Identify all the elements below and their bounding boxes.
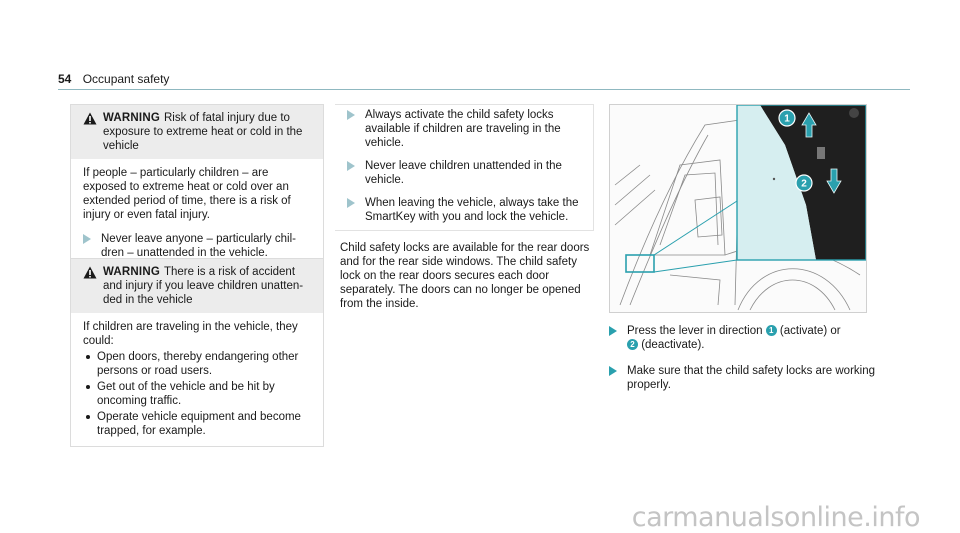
- instruction-text: Never leave children unattended in the vehicle.: [365, 160, 562, 186]
- warning-label: WARNING: [103, 112, 160, 124]
- section-title: Occupant safety: [82, 72, 170, 86]
- step-text-a: Press the lever in direction: [627, 325, 763, 337]
- instruction-item: [347, 196, 593, 224]
- callout-badge-1: 1: [766, 325, 777, 336]
- warning-triangle-icon: [83, 112, 97, 125]
- warning-header: [71, 105, 323, 159]
- warning-intro: If children are traveling in the vehicle, they could:: [83, 321, 298, 347]
- bullet-item: Operate vehicle equipment and become trapped, for example.: [83, 410, 315, 438]
- arrow-right-icon: [347, 161, 355, 171]
- door-lock-illustration: [609, 104, 867, 313]
- warning-text: If people – particularly children – are exposed to extreme heat or cold over an extended period of time, there is a risk of injury or even fatal injury.: [83, 167, 291, 221]
- instruction-item: [347, 108, 593, 150]
- body-paragraph: Child safety locks are available for the rear doors and for the rear side windows. The child safety lock on the rear doors secures each door separately. The doors can no longer be opened from the inside.: [340, 242, 590, 310]
- instruction-text: When leaving the vehicle, always take the SmartKey with you and lock the vehicle.: [365, 197, 579, 223]
- instruction-text: Always activate the child safety locks available if children are traveling in the vehicle.: [365, 109, 561, 149]
- callout-badge-2: 2: [627, 339, 638, 350]
- warning-box-heat: [70, 104, 324, 269]
- page-number: 54: [58, 72, 72, 86]
- instruction-item: [347, 159, 593, 187]
- callout-1: 1: [784, 113, 790, 125]
- arrow-right-icon: [609, 326, 617, 336]
- step-text: Make sure that the child safety locks are working properly.: [627, 365, 876, 391]
- warning-label: WARNING: [103, 266, 160, 278]
- instruction-text: Never leave anyone – particularly chil- dren – unattended in the vehicle.: [101, 233, 296, 259]
- header-rule: [58, 89, 910, 90]
- step-text-c: (deactivate).: [641, 339, 705, 351]
- bullet-item: Open doors, thereby endangering other persons or road users.: [83, 350, 315, 378]
- car-door-drawing: [610, 105, 866, 312]
- warning-header: [71, 259, 323, 313]
- warning-body: [71, 159, 323, 268]
- instruction-box: [335, 104, 594, 231]
- watermark-text: carmanualsonline.info: [631, 502, 920, 533]
- warning-title: Risk of fatal injury due to exposure to extreme heat or cold in the vehicle: [103, 112, 303, 152]
- instruction-item: [609, 324, 889, 352]
- instruction-item: [609, 364, 889, 392]
- warning-title: There is a risk of accident and injury if you leave children unatten- ded in the vehicle: [103, 266, 304, 306]
- step-text-b: (activate) or: [779, 325, 841, 337]
- page-header: [58, 72, 169, 86]
- bullet-item: Get out of the vehicle and be hit by oncoming traffic.: [83, 380, 315, 408]
- warning-body: [71, 313, 323, 446]
- arrow-right-icon: [609, 366, 617, 376]
- arrow-right-icon: [83, 234, 91, 244]
- callout-2: 2: [801, 178, 807, 190]
- warning-triangle-icon: [83, 266, 97, 279]
- arrow-right-icon: [347, 198, 355, 208]
- instruction-item: [83, 232, 315, 260]
- arrow-right-icon: [347, 110, 355, 120]
- lever-instructions: [609, 324, 889, 404]
- warning-box-accident: [70, 258, 324, 447]
